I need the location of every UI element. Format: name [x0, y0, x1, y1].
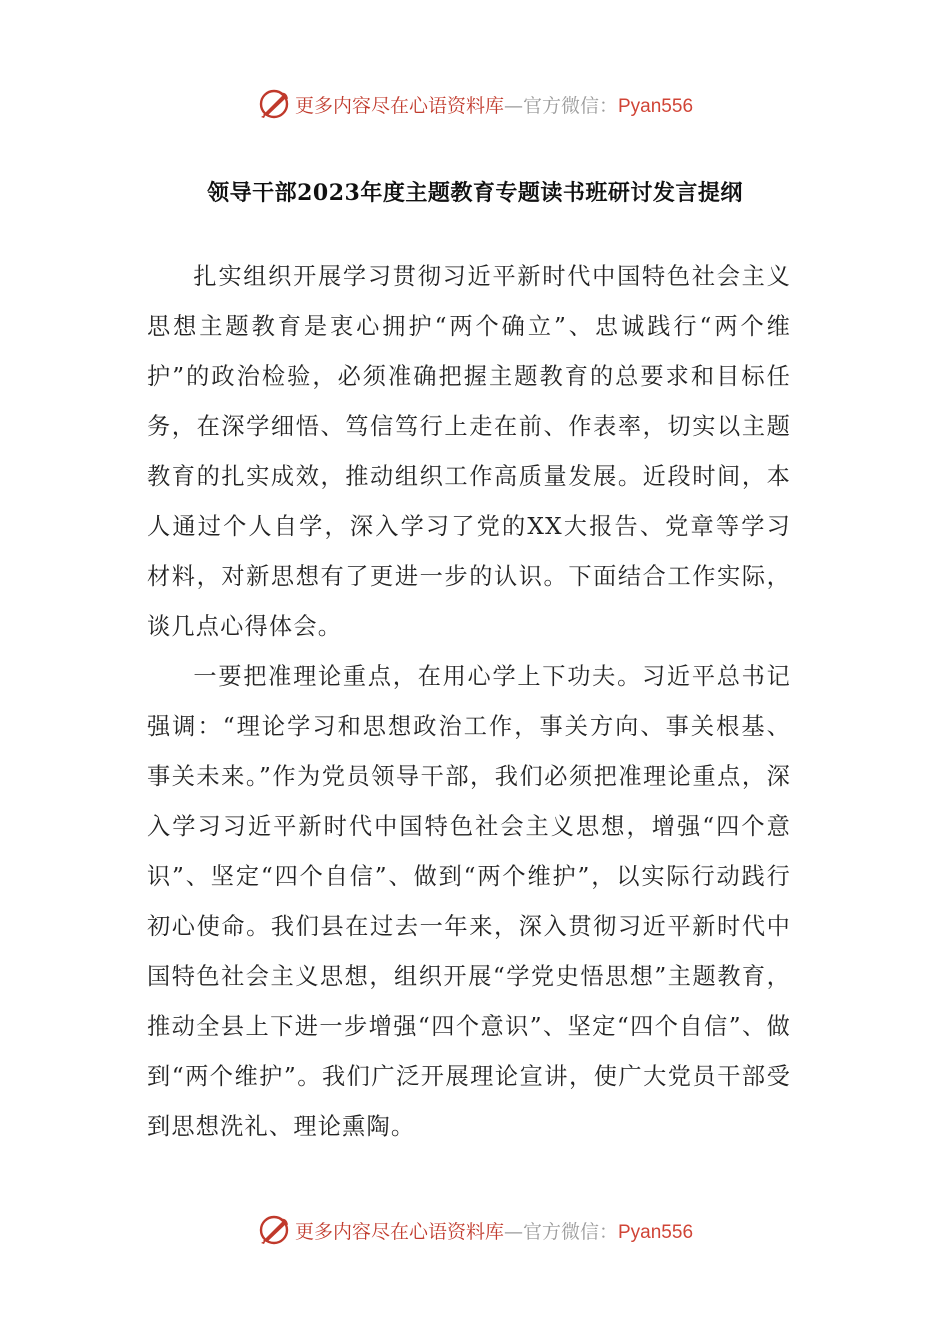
- footer-banner: [0, 1210, 950, 1250]
- paragraph: 一要把准理论重点，在用心学上下功夫。习近平总书记强调：“理论学习和思想政治工作，事关方向、事关根基、事关未来。”作为党员领导干部，我们必须把准理论重点，深入学习习近平新时代中国特色社会主义思想，增强“四个意识”、坚定“四个自信”、做到“两个维护”，以实际行动践行初心使命。我们县在过去一年来，深入贯彻习近平新时代中国特色社会主义思想，组织开展“学党史悟思想”主题教育，推动全县上下进一步增强“四个意识”、坚定“四个自信”、做到“两个维护”。我们广泛开展理论宣讲，使广大党员干部受到思想洗礼、理论熏陶。: [147, 663, 791, 1140]
- header-banner: [0, 84, 950, 124]
- header-site-text: 更多内容尽在心语资料库: [294, 94, 504, 117]
- quill-logo-icon: [257, 87, 291, 121]
- header-wechat-id: Pyan556: [618, 95, 694, 117]
- quill-logo-icon: [257, 1213, 291, 1247]
- footer-wechat-id: Pyan556: [618, 1221, 694, 1243]
- document-title: 领导干部2023年度主题教育专题读书班研讨发言提纲: [207, 180, 743, 206]
- header-banner-text: [295, 91, 693, 118]
- footer-separator: —: [503, 1220, 523, 1243]
- document-body: [147, 252, 791, 1152]
- header-wechat-label: 官方微信：: [522, 94, 618, 117]
- footer-wechat-label: 官方微信：: [522, 1220, 618, 1243]
- paragraph: 扎实组织开展学习贯彻习近平新时代中国特色社会主义思想主题教育是衷心拥护“两个确立”、忠诚践行“两个维护”的政治检验，必须准确把握主题教育的总要求和目标任务，在深学细悟、笃信笃行上走在前、作表率，切实以主题教育的扎实成效，推动组织工作高质量发展。近段时间，本人通过个人自学，深入学习了党的XX大报告、党章等学习材料，对新思想有了更进一步的认识。下面结合工作实际，谈几点心得体会。: [147, 263, 791, 640]
- footer-banner-text: [295, 1217, 693, 1244]
- footer-site-text: 更多内容尽在心语资料库: [294, 1220, 504, 1243]
- header-separator: —: [503, 94, 523, 117]
